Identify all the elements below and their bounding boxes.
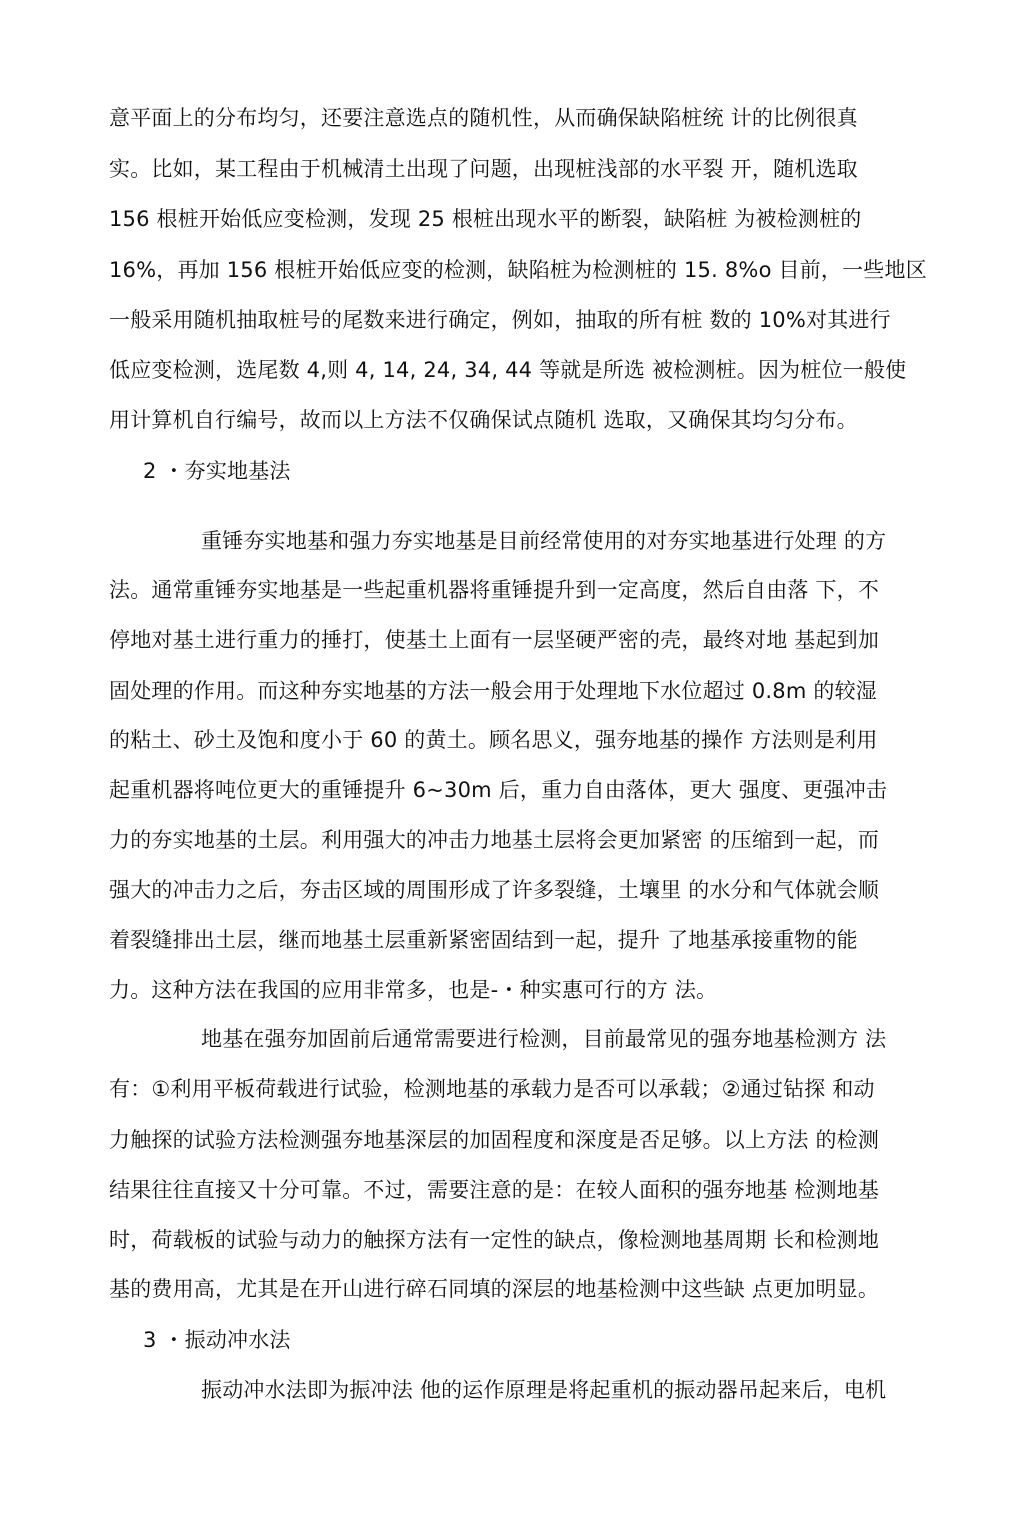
text-line: 法。通常重锤夯实地基是一些起重机器将重锤提升到一定高度，然后自由落 下，不 [109,578,880,602]
text-line: 低应变检测，选尾数 4,则 4, 14, 24, 34, 44 等就是所选 被检测桩。因为桩位一般使 [109,358,907,382]
text-line: 结果往往直接又十分可靠。不过，需要注意的是：在较人面积的强夯地基 检测地基 [109,1178,880,1202]
text-line: 振动冲水法即为振冲法 他的运作原理是将起重机的振动器吊起来后，电机 [201,1378,887,1402]
text-line: 固处理的作用。而这种夯实地基的方法一般会用于处理地下水位超过 0.8m 的较湿 [109,679,878,703]
text-line: 16%，再加 156 根桩开始低应变的检测，缺陷桩为检测桩的 15. 8%o 目前，一些地区 [109,258,927,282]
text-line: 时，荷载板的试验与动力的触探方法有一定性的缺点，像检测地基周期 长和检测地 [109,1228,880,1252]
text-line: 用计算机自行编号，故而以上方法不仅确保试点随机 选取，又确保其均匀分布。 [109,408,858,432]
text-line: 力。这种方法在我国的应用非常多，也是-・种实惠可行的方 法。 [109,978,718,1002]
text-line: 一般采用随机抽取桩号的尾数来进行确定，例如，抽取的所有桩 数的 10%对其进行 [109,308,891,332]
text-line: 地基在强夯加固前后通常需要进行检测，目前最常见的强夯地基检测方 法 [201,1027,887,1051]
text-line: 起重机器将吨位更大的重锤提升 6~30m 后，重力自由落体，更大 强度、更强冲击 [109,778,888,802]
text-line: 的粘土、砂土及饱和度小于 60 的黄土。顾名思义，强夯地基的操作 方法则是利用 [109,728,878,752]
text-line: 强大的冲击力之后，夯击区域的周围形成了许多裂缝，土壤里 的水分和气体就会顺 [109,878,880,902]
text-line: 重锤夯实地基和强力夯实地基是目前经常使用的对夯实地基进行处理 的方 [201,529,887,553]
section-heading-compaction: 2 ・夯实地基法 [143,459,291,483]
text-line: 意平面上的分布均匀，还要注意选点的随机性，从而确保缺陷桩统 计的比例很真 [109,106,858,130]
section-heading-vibroflotation: 3 ・振动冲水法 [143,1328,291,1352]
text-line: 156 根桩开始低应变检测，发现 25 根桩出现水平的断裂，缺陷桩 为被检测桩的 [109,207,862,231]
text-line: 有：①利用平板荷载进行试验，检测地基的承载力是否可以承载；②通过钻探 和动 [109,1077,875,1101]
text-line: 力的夯实地基的土层。利用强大的冲击力地基土层将会更加紧密 的压缩到一起，而 [109,828,880,852]
text-line: 实。比如，某工程由于机械清土出现了问题，出现桩浅部的水平裂 开，随机选取 [109,157,858,181]
text-line: 力触探的试验方法检测强夯地基深层的加固程度和深度是否足够。以上方法 的检测 [109,1128,880,1152]
text-line: 基的费用高，尤其是在开山进行碎石同填的深层的地基检测中这些缺 点更加明显。 [109,1277,880,1301]
text-line: 停地对基土进行重力的捶打，使基土上面有一层坚硬严密的壳，最终对地 基起到加 [109,628,880,652]
text-line: 着裂缝排出土层，继而地基土层重新紧密固结到一起，提升 了地基承接重物的能 [109,928,858,952]
